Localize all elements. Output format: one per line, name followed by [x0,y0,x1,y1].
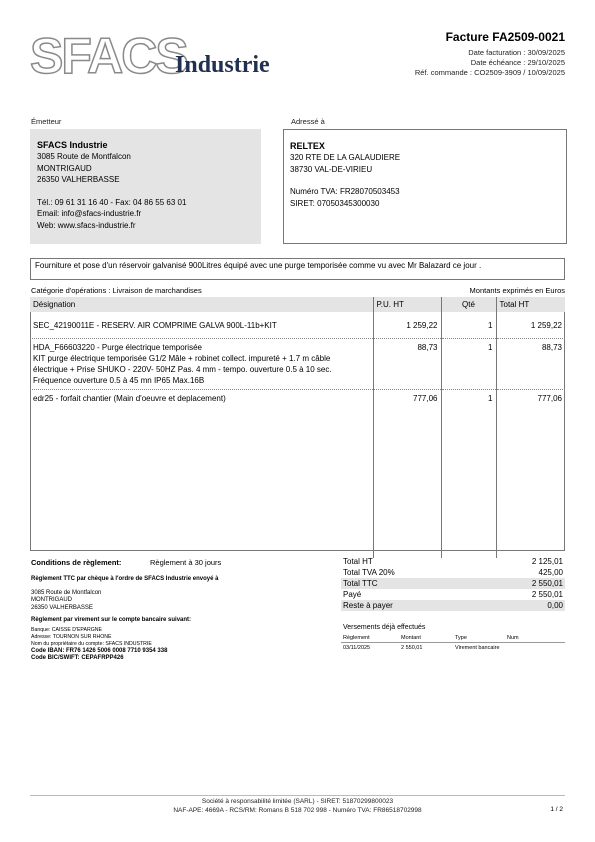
row-designation: edr25 - forfait chantier (Main d'oeuvre et deplacement) [33,393,226,403]
emetteur-tel: Tél.: 09 61 31 16 40 - Fax: 04 86 55 63 01 [37,197,187,207]
virement-title: Règlement par virement sur le compte bancaire suivant: [31,617,192,623]
cheque-addr2: MONTRIGAUD [31,597,72,603]
row-designation [30,338,373,389]
currency-note: Montants exprimés en Euros [469,286,565,295]
invoice-title: Facture FA2509-0021 [445,30,565,44]
table-row [30,312,565,338]
total-tva-row: Total TVA 20% 425,00 [343,568,563,577]
row-pu: 88,73 [373,338,441,389]
conditions-label: Conditions de règlement: [31,558,122,567]
emetteur-email: Email: info@sfacs-industrie.fr [37,209,142,218]
bic: Code BIC/SWIFT: CEPAFRPP426 [31,655,124,661]
footer-divider [30,795,565,796]
emetteur-box [30,129,261,244]
versements-title: Versements déjà effectués [343,624,426,631]
cheque-title: Règlement TTC par chèque à l'ordre de SFACS Industrie envoyé à [31,576,219,582]
emetteur-name: SFACS Industrie [37,140,108,150]
col-total: Total HT [496,297,565,312]
date-facturation: Date facturation : 30/09/2025 [468,48,565,57]
destinataire-box [283,129,567,244]
paid-row: Payé 2 550,01 [343,590,563,599]
account-owner: Nom du propriétaire du compte: SFACS INDUSTRIE [31,640,152,647]
row-designation: SEC_42190011E - RESERV. AIR COMPRIME GALVA 900L-11b+KIT [30,312,373,338]
iban: Code IBAN: FR76 1426 5006 0008 7710 9354 338 [31,647,168,654]
payment-instructions [31,576,218,663]
versements-table [341,634,565,653]
invoice-lines-table [30,297,565,558]
category-label: Catégorie d'opérations : Livraison de marchandises [31,286,202,295]
invoice-meta [415,48,565,78]
col-pu: P.U. HT [373,297,441,312]
versement-row: 03/11/2025 2 550,01 Virement bancaire [343,645,500,651]
emetteur-address2: MONTRIGAUD [37,163,92,173]
total-ttc-row: Total TTC 2 550,01 [343,579,563,588]
row-total: 1 259,22 [496,312,565,338]
description-text: Fourniture et pose d'un réservoir galvanisé 900Litres équipé avec une purge temporisée comme vu avec Mr Balazard ce jour . [35,261,482,270]
table-row [30,389,565,558]
cheque-addr3: 26350 VALHERBASSE [31,604,93,611]
bank-address: Adresse: TOURNON SUR RHONE [31,633,112,640]
conditions-value: Règlement à 30 jours [150,558,222,567]
row-line: Fréquence ouverture 0.5 à 45 mn IP65 Max.16B [33,375,205,385]
row-qty: 1 [441,312,496,338]
totals-block [341,556,565,611]
row-line: électrique + Prise SHUKO - 220V- 50HZ Pas. 4 mm - tempo. ouverture 0.5 à 10 sec. [33,364,332,374]
footer-line2: NAF-APE: 4669A - RCS/RM: Romans B 518 702 998 - Numéro TVA: FR86518702998 [173,807,422,814]
table-header-row [30,297,565,312]
table-row [30,338,565,389]
emetteur-address3: 26350 VALHERBASSE [37,175,120,184]
row-pu: 1 259,22 [373,312,441,338]
destinataire-label: Adressé à [291,117,325,126]
row-line: HDA_F66603220 - Purge électrique temporisée [33,342,202,352]
row-qty: 1 [441,338,496,389]
banque: Banque: CAISSE D'EPARGNE [31,626,102,633]
emetteur-label: Émetteur [31,117,62,126]
destinataire-name: RELTEX [290,141,325,151]
row-total: 88,73 [496,338,565,389]
row-pu: 777,06 [373,389,441,558]
destinataire-siret: SIRET: 07050345300030 [290,198,380,208]
versements-header: Règlement Montant Type Num [341,634,565,643]
total-ht-row: Total HT 2 125,01 [343,557,563,566]
footer-line1: Société à responsabilité limitée (SARL) - SIRET: 51870299800023 [201,798,394,805]
footer [30,797,565,815]
destinataire-tva: Numéro TVA: FR28070503453 [290,187,400,196]
remaining-row: Reste à payer 0,00 [343,601,563,610]
page-number: 1 / 2 [550,806,563,813]
date-echeance: Date échéance : 29/10/2025 [470,58,565,67]
row-line: KIT purge électrique temporisée G1/2 Mâle + robinet collect. impureté + 1.7 m câble [33,353,331,363]
destinataire-address2: 38730 VAL-DE-VIRIEU [290,164,373,174]
emetteur-web: Web: www.sfacs-industrie.fr [37,220,136,230]
logo-brand: SFACS [30,28,187,84]
destinataire-address1: 320 RTE DE LA GALAUDIERE [290,153,401,162]
cheque-addr1: 3085 Route de Montfalcon [31,589,102,596]
ref-commande: Réf. commande : CO2509-3909 / 10/09/2025 [414,68,565,77]
row-qty: 1 [441,389,496,558]
emetteur-address1: 3085 Route de Montfalcon [37,152,131,161]
col-designation: Désignation [30,297,373,312]
row-total: 777,06 [496,389,565,558]
description-box [30,258,565,280]
logo-subtitle: Industrie [175,52,270,78]
col-qty: Qté [441,297,496,312]
